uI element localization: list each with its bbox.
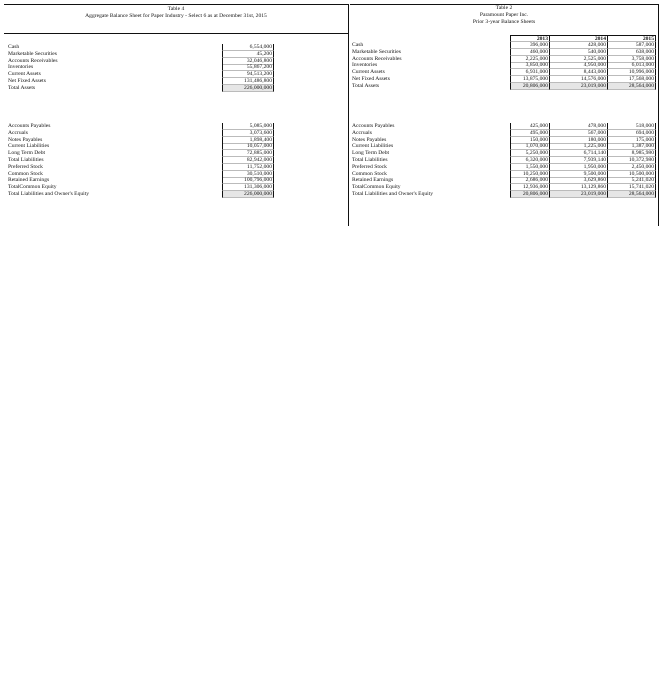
- row-label: Marketable Securities: [352, 48, 401, 55]
- row-value: 150,000: [529, 136, 548, 143]
- row-label: Accounts Receivables: [8, 57, 58, 64]
- table-divider: [348, 4, 349, 226]
- row-value: 5,085,000: [249, 123, 272, 129]
- row-value: 82,942,000: [246, 157, 272, 163]
- row-value: 131,486,800: [244, 78, 272, 84]
- row-label: Total Liabilities and Owner's Equity: [8, 191, 90, 197]
- year-label: 2014: [594, 36, 606, 42]
- value-cell: [608, 83, 656, 90]
- year-label: 2013: [536, 36, 548, 42]
- value-cell: [222, 85, 274, 92]
- row-value: 55,867,200: [246, 64, 272, 71]
- year-header-2013: [510, 35, 550, 42]
- table-2-company: Paramount Paper Inc.: [479, 12, 529, 18]
- row-label: Net Fixed Assets: [352, 76, 390, 82]
- row-value: 478,000: [587, 123, 606, 129]
- row-value: 10,250,000: [522, 170, 548, 177]
- table-2: [350, 4, 658, 226]
- row-value: 20,806,000: [522, 191, 548, 197]
- row-label: TotalCommon Equity: [8, 184, 57, 191]
- row-label: Long Term Debt: [352, 150, 390, 157]
- row-value: 1,950,000: [583, 163, 606, 170]
- row-label: Accounts Payables: [8, 123, 51, 129]
- row-value: 1,225,000: [583, 143, 606, 150]
- row-label: Common Stock: [8, 170, 43, 177]
- year-header-2014: [550, 35, 608, 42]
- row-value: 100,796,000: [244, 177, 272, 184]
- row-value: 587,000: [635, 42, 654, 48]
- table-2-subtitle: Prior 3-year Balance Sheets: [472, 19, 536, 25]
- row-value: 45,200: [256, 50, 272, 57]
- row-value: 6,554,000: [249, 44, 272, 50]
- row-value: 10,372,980: [628, 157, 654, 163]
- row-value: 3,073,600: [249, 129, 272, 136]
- year-header-2015: [608, 35, 656, 42]
- row-value: 3,758,000: [631, 55, 654, 62]
- table-4-title: Table 4: [167, 6, 185, 12]
- spreadsheet-area: [0, 0, 661, 230]
- table-row: [350, 191, 658, 198]
- row-value: 15,741,020: [628, 184, 654, 191]
- right-border: [658, 4, 659, 226]
- row-label: Current Assets: [8, 71, 41, 78]
- row-value: 5,241,020: [631, 177, 654, 184]
- row-value: 131,306,000: [244, 184, 272, 191]
- row-value: 5,250,000: [525, 150, 548, 157]
- row-value: 13,875,000: [522, 76, 548, 82]
- row-value: 7,939,140: [583, 157, 606, 163]
- row-value: 13,129,860: [580, 184, 606, 191]
- row-value: 6,013,000: [631, 62, 654, 69]
- row-value: 8,443,000: [583, 69, 606, 76]
- row-label: Accruals: [352, 129, 372, 136]
- row-value: 396,000: [529, 42, 548, 48]
- row-value: 17,568,000: [628, 76, 654, 82]
- row-label: Retained Earnings: [8, 177, 50, 184]
- row-value: 638,000: [635, 48, 654, 55]
- value-cell: [510, 191, 550, 198]
- row-label: Accruals: [8, 129, 28, 136]
- row-value: 428,000: [587, 42, 606, 48]
- row-value: 1,550,000: [525, 163, 548, 170]
- row-label: Accounts Payables: [352, 123, 395, 129]
- row-label: Inventories: [8, 64, 34, 71]
- row-label: Preferred Stock: [8, 163, 43, 170]
- row-value: 10,996,000: [628, 69, 654, 76]
- row-label: Current Assets: [352, 69, 385, 76]
- row-value: 10,500,000: [628, 170, 654, 177]
- row-value: 9,500,000: [583, 170, 606, 177]
- row-value: 6,320,000: [525, 157, 548, 163]
- row-value: 23,019,000: [580, 82, 606, 89]
- row-value: 1,898,400: [249, 136, 272, 143]
- row-label: Retained Earnings: [352, 177, 394, 184]
- row-value: 28,564,000: [628, 191, 654, 197]
- row-value: 72,885,000: [246, 150, 272, 157]
- row-value: 3,629,860: [583, 177, 606, 184]
- row-value: 495,000: [529, 129, 548, 136]
- row-value: 8,985,980: [631, 150, 654, 157]
- row-label: Notes Payables: [352, 136, 387, 143]
- row-label: Common Stock: [352, 170, 387, 177]
- row-value: 10,057,000: [246, 143, 272, 150]
- row-label: Total Liabilities: [8, 157, 44, 163]
- row-value: 1,387,000: [631, 143, 654, 150]
- row-label: Cash: [8, 44, 20, 50]
- row-value: 6,714,140: [583, 150, 606, 157]
- row-value: 32,046,800: [246, 57, 272, 64]
- value-cell: [510, 83, 550, 90]
- row-value: 4,950,000: [583, 62, 606, 69]
- row-value: 694,000: [635, 129, 654, 136]
- table-4: [4, 4, 348, 226]
- row-value: 540,000: [587, 48, 606, 55]
- row-label: Notes Payables: [8, 136, 43, 143]
- row-label: Preferred Stock: [352, 163, 387, 170]
- row-value: 23,019,000: [580, 191, 606, 197]
- value-cell: [550, 83, 608, 90]
- row-label: Current Liabilities: [352, 143, 394, 150]
- table-row: [350, 83, 658, 90]
- table-4-header: [4, 4, 348, 34]
- row-value: 1,070,000: [525, 143, 548, 150]
- row-value: 30,510,000: [246, 170, 272, 177]
- row-label: TotalCommon Equity: [352, 184, 401, 191]
- row-value: 2,225,000: [525, 55, 548, 62]
- row-label: Accounts Receivables: [352, 55, 402, 62]
- row-value: 175,000: [635, 136, 654, 143]
- table-row: [4, 85, 348, 92]
- row-label: Cash: [352, 42, 364, 48]
- row-label: Inventories: [352, 62, 378, 69]
- row-label: Long Term Debt: [8, 150, 46, 157]
- table-row: [4, 191, 348, 198]
- row-value: 425,000: [529, 123, 548, 129]
- row-label: Net Fixed Assets: [8, 78, 46, 84]
- row-value: 518,000: [635, 123, 654, 129]
- table-2-title: Table 2: [495, 5, 513, 11]
- row-value: 2,686,000: [525, 177, 548, 184]
- row-value: 20,806,000: [522, 82, 548, 89]
- row-label: Marketable Securities: [8, 50, 57, 57]
- row-value: 14,576,000: [580, 76, 606, 82]
- row-value: 2,525,000: [583, 55, 606, 62]
- row-value: 180,000: [587, 136, 606, 143]
- row-value: 3,850,000: [525, 62, 548, 69]
- value-cell: [222, 191, 274, 198]
- row-label: Current Liabilities: [8, 143, 50, 150]
- row-label: Total Liabilities: [352, 157, 388, 163]
- row-value: 226,000,000: [244, 191, 272, 197]
- row-value: 28,564,000: [628, 82, 654, 89]
- table-2-header: [350, 4, 658, 35]
- value-cell: [550, 191, 608, 198]
- row-value: 2,450,000: [631, 163, 654, 170]
- row-label: Total Liabilities and Owner's Equity: [352, 191, 434, 197]
- year-label: 2015: [642, 36, 654, 42]
- row-value: 6,931,000: [525, 69, 548, 76]
- value-cell: [608, 191, 656, 198]
- row-label: Total Assets: [8, 84, 36, 91]
- year-header-row: [350, 35, 658, 42]
- table-4-subtitle: Aggregate Balance Sheet for Paper Industry - Select 6 as at December 31st, 2015: [85, 13, 267, 19]
- row-value: 460,000: [529, 48, 548, 55]
- row-value: 567,000: [587, 129, 606, 136]
- row-value: 12,936,000: [522, 184, 548, 191]
- row-value: 94,513,200: [246, 71, 272, 78]
- row-label: Total Assets: [352, 82, 380, 89]
- row-value: 11,752,000: [247, 163, 272, 170]
- row-value: 226,000,000: [244, 84, 272, 91]
